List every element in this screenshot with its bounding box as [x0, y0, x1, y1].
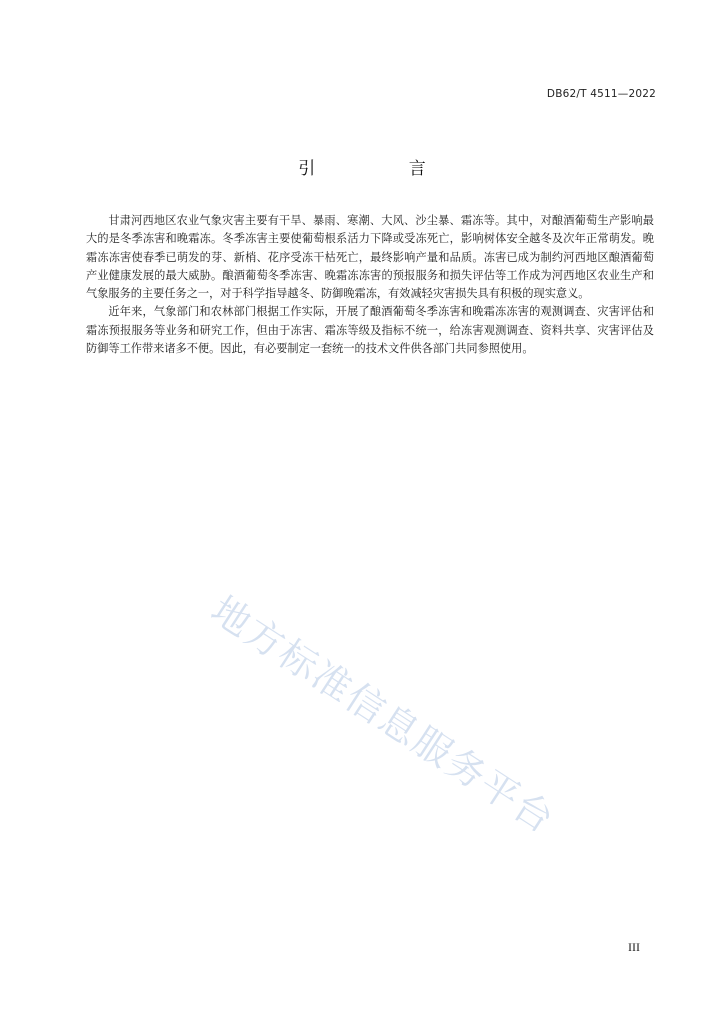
page-number: III [628, 940, 640, 954]
watermark: 地方标准信息服务平台 [203, 587, 563, 843]
paragraph-1: 甘肃河西地区农业气象灾害主要有干旱、暴雨、寒潮、大风、沙尘暴、霜冻等。其中，对酿酒葡萄生产影响最大的是冬季冻害和晚霜冻。冬季冻害主要使葡萄根系活力下降或受冻死亡，影响树体安全越冬及次年正常萌发。晚霜冻冻害使春季已萌发的芽、新梢、花序受冻干枯死亡，最终影响产量和品质。冻害已成为制约河西地区酿酒葡萄产业健康发展的最大威胁。酿酒葡萄冬季冻害、晚霜冻冻害的预报服务和损失评估等工作成为河西地区农业生产和气象服务的主要任务之一，对于科学指导越冬、防御晚霜冻，有效减轻灾害损失具有积极的现实意义。 [86, 214, 654, 301]
introduction-body [86, 212, 654, 358]
standard-code: DB62/T 4511—2022 [546, 88, 656, 100]
page-title: 引 言 [298, 159, 470, 179]
paragraph-2: 近年来，气象部门和农林部门根据工作实际，开展了酿酒葡萄冬季冻害和晚霜冻冻害的观测调查、灾害评估和霜冻预报服务等业务和研究工作，但由于冻害、霜冻等级及指标不统一，给冻害观测调查、资料共享、灾害评估及防御等工作带来诸多不便。因此，有必要制定一套统一的技术文件供各部门共同参照使用。 [86, 305, 654, 356]
